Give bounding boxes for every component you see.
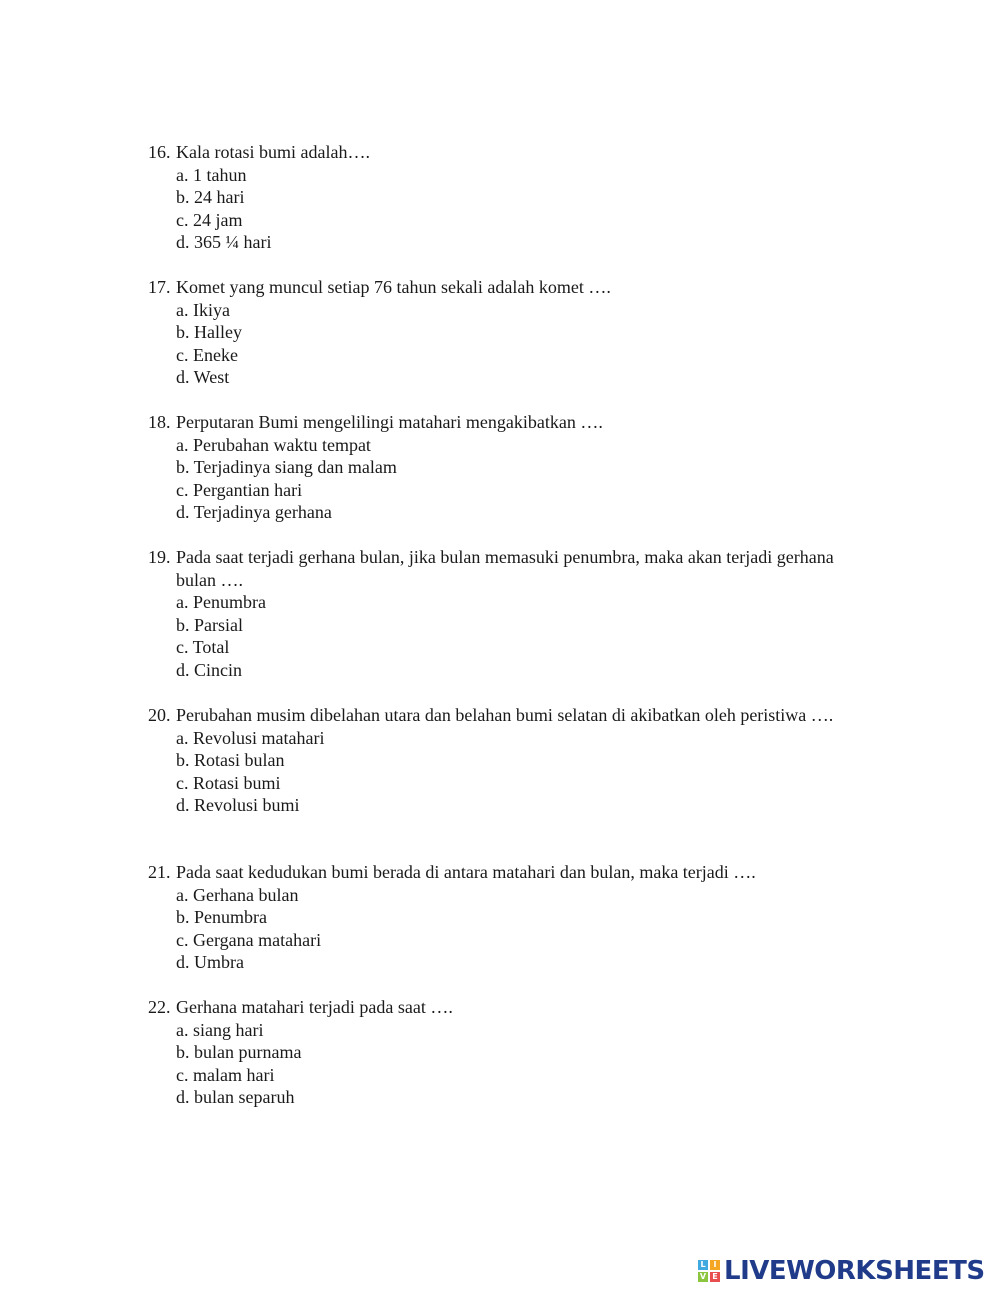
- options-list: [148, 299, 868, 389]
- option-a[interactable]: a. siang hari: [176, 1019, 264, 1040]
- option-b[interactable]: b. Penumbra: [176, 907, 267, 928]
- options-list: [148, 434, 868, 524]
- logo-block-l: L: [698, 1260, 708, 1270]
- option-b[interactable]: b. bulan purnama: [176, 1042, 302, 1063]
- option-d[interactable]: d. Revolusi bumi: [176, 795, 300, 816]
- question-number: 16.: [148, 142, 171, 162]
- question-19: [148, 546, 868, 682]
- question-21: [148, 861, 868, 974]
- options-list: [148, 727, 868, 817]
- question-text: Perputaran Bumi mengelilingi matahari mengakibatkan ….: [176, 412, 603, 432]
- question-17: [148, 276, 868, 389]
- option-a[interactable]: a. Ikiya: [176, 299, 230, 320]
- logo-blocks-icon: [698, 1260, 720, 1282]
- option-c[interactable]: c. Gergana matahari: [176, 929, 322, 950]
- logo-text: LIVEWORKSHEETS: [724, 1256, 985, 1286]
- question-number: 18.: [148, 412, 171, 432]
- logo-block-i: I: [710, 1260, 720, 1270]
- option-d[interactable]: d. Terjadinya gerhana: [176, 502, 332, 523]
- option-a[interactable]: a. Perubahan waktu tempat: [176, 434, 371, 455]
- question-number: 19.: [148, 547, 171, 567]
- question-20: [148, 704, 868, 817]
- question-number: 20.: [148, 705, 171, 725]
- question-text: Gerhana matahari terjadi pada saat ….: [176, 997, 453, 1017]
- question-number: 17.: [148, 277, 171, 297]
- question-text: Komet yang muncul setiap 76 tahun sekali adalah komet ….: [176, 277, 611, 297]
- option-a[interactable]: a. Revolusi matahari: [176, 727, 325, 748]
- option-d[interactable]: d. Umbra: [176, 952, 244, 973]
- logo-block-e: E: [710, 1272, 720, 1282]
- option-b[interactable]: b. Rotasi bulan: [176, 750, 285, 771]
- options-list: [148, 164, 868, 254]
- question-text: Pada saat terjadi gerhana bulan, jika bulan memasuki penumbra, maka akan terjadi gerhana bulan ….: [176, 547, 834, 590]
- option-c[interactable]: c. Rotasi bumi: [176, 772, 281, 793]
- option-c[interactable]: c. Pergantian hari: [176, 479, 303, 500]
- question-text: Pada saat kedudukan bumi berada di antara matahari dan bulan, maka terjadi ….: [176, 862, 756, 882]
- option-d[interactable]: d. 365 ¼ hari: [176, 232, 272, 253]
- question-text: Kala rotasi bumi adalah….: [176, 142, 370, 162]
- liveworksheets-logo: [698, 1255, 985, 1287]
- question-number: 21.: [148, 862, 171, 882]
- option-d[interactable]: d. Cincin: [176, 659, 242, 680]
- options-list: [148, 884, 868, 974]
- question-number: 22.: [148, 997, 171, 1017]
- question-18: [148, 411, 868, 524]
- option-c[interactable]: c. Total: [176, 637, 230, 658]
- options-list: [148, 1019, 868, 1109]
- option-b[interactable]: b. Halley: [176, 322, 242, 343]
- option-b[interactable]: b. Parsial: [176, 614, 243, 635]
- question-text: Perubahan musim dibelahan utara dan belahan bumi selatan di akibatkan oleh peristiwa ….: [176, 705, 834, 725]
- options-list: [148, 591, 868, 681]
- question-16: [148, 141, 868, 254]
- option-a[interactable]: a. 1 tahun: [176, 164, 247, 185]
- logo-block-v: V: [699, 1272, 707, 1281]
- question-22: [148, 996, 868, 1109]
- option-a[interactable]: a. Gerhana bulan: [176, 884, 299, 905]
- option-d[interactable]: d. bulan separuh: [176, 1087, 295, 1108]
- option-c[interactable]: c. Eneke: [176, 344, 238, 365]
- option-b[interactable]: b. 24 hari: [176, 187, 245, 208]
- option-c[interactable]: c. 24 jam: [176, 209, 243, 230]
- option-a[interactable]: a. Penumbra: [176, 592, 266, 613]
- option-c[interactable]: c. malam hari: [176, 1064, 275, 1085]
- option-d[interactable]: d. West: [176, 367, 230, 388]
- option-b[interactable]: b. Terjadinya siang dan malam: [176, 457, 397, 478]
